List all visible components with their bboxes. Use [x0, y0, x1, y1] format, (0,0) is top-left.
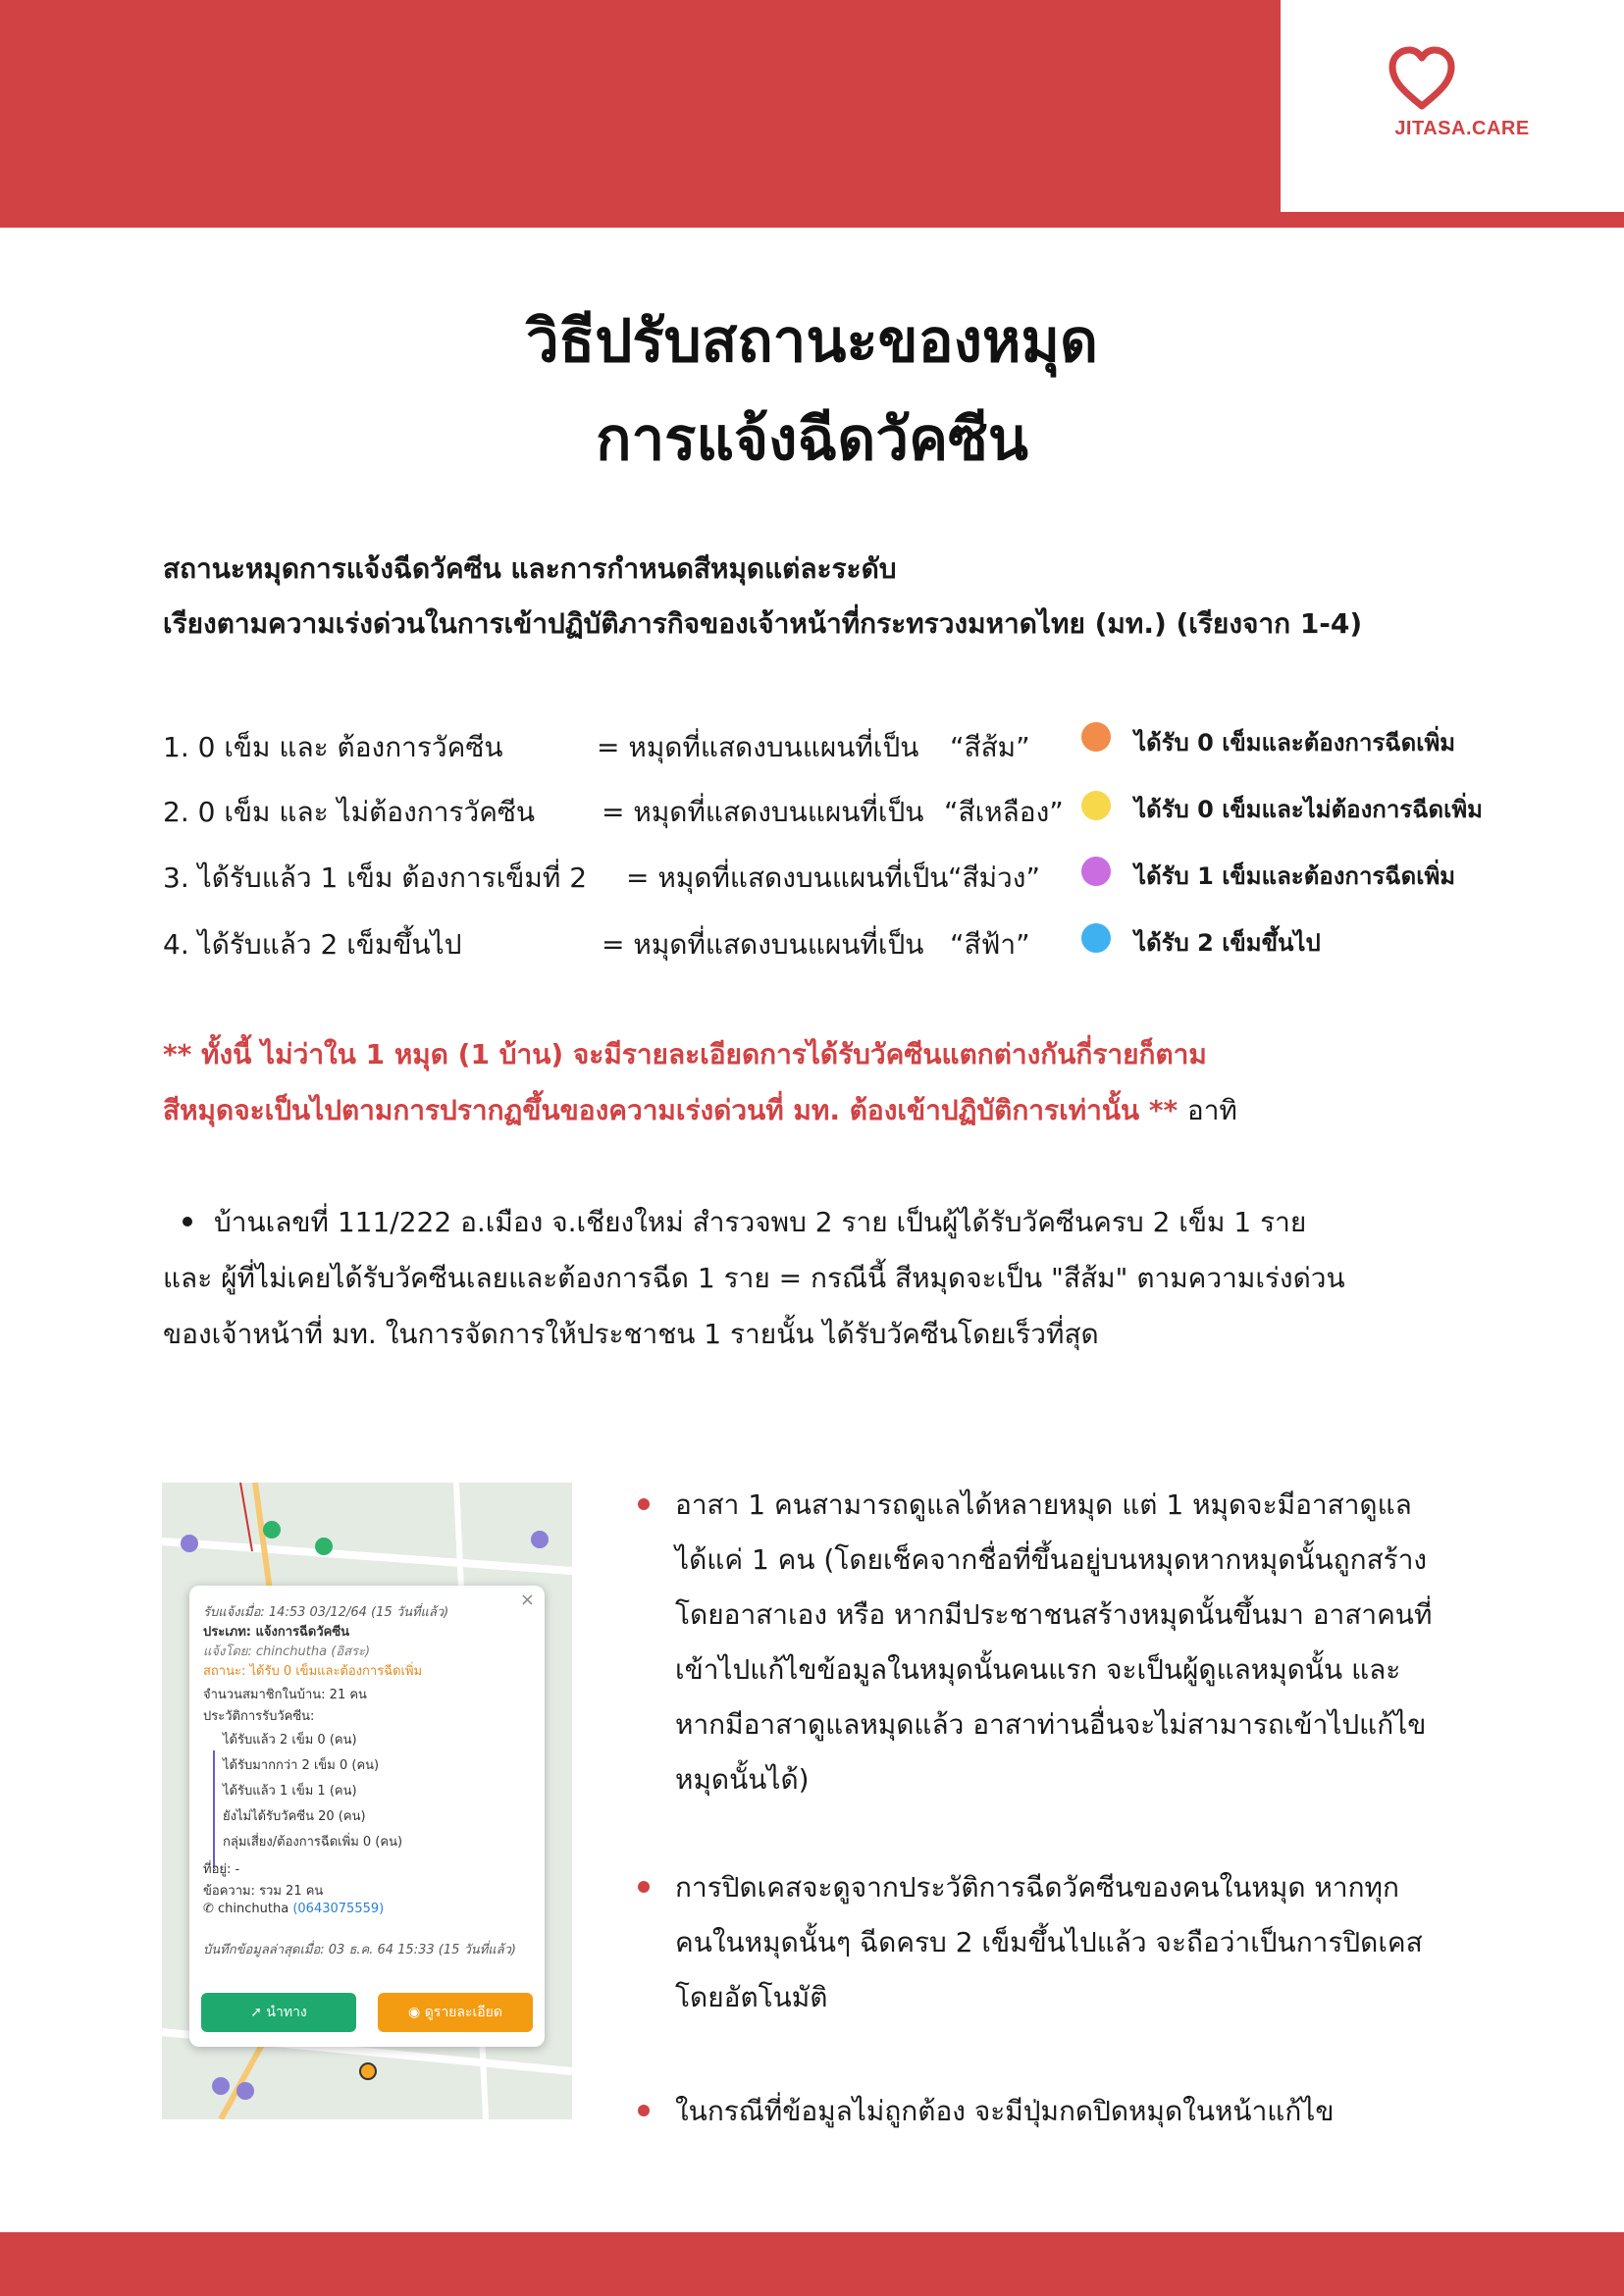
navigate-button-label: นำทาง: [266, 2005, 307, 2020]
status-color-name: “สีส้ม”: [950, 731, 1030, 763]
bullet2-line1: การปิดเคสจะดูจากประวัติการฉีดวัคซีนของคนในหมุด หากทุก: [675, 1871, 1399, 1904]
legend-yellow: ได้รับ 0 เข็มและไม่ต้องการฉีดเพิ่ม: [1134, 796, 1483, 823]
status-equals: = หมุดที่แสดงบนแผนที่เป็น: [597, 731, 919, 763]
popup-history-5: กลุ่มเสี่ยง/ต้องการฉีดเพิ่ม 0 (คน): [223, 1835, 403, 1850]
example-line3: ของเจ้าหน้าที่ มท. ในการจัดการให้ประชาชน 1 รายนั้น ได้รับวัคซีนโดยเร็วที่สุด: [163, 1318, 1099, 1350]
bullet1-line2: ได้แค่ 1 คน (โดยเช็คจากชื่อที่ขึ้นอยู่บนหมุดหากหมุดนั้นถูกสร้าง: [675, 1543, 1428, 1576]
eye-icon: ◉: [408, 2005, 425, 2020]
history-divider: [213, 1750, 215, 1868]
brand-name: JITASA.CARE: [1394, 118, 1530, 139]
popup-history-1: ได้รับแล้ว 2 เข็ม 0 (คน): [223, 1733, 357, 1748]
note-tail: อาทิ: [1186, 1094, 1237, 1126]
view-details-label: ดูรายละเอียด: [424, 2005, 502, 2020]
popup-phone[interactable]: (0643075559): [292, 1902, 385, 1916]
popup-type: ประเภท: แจ้งการฉีดวัคซีน: [203, 1625, 350, 1640]
bullet1-line1: อาสา 1 คนสามารถดูแลได้หลายหมุด แต่ 1 หมุดจะมีอาสาดูแล: [675, 1488, 1412, 1521]
status-color-name: “สีเหลือง”: [944, 796, 1064, 828]
bullet-icon: [638, 1881, 650, 1893]
popup-members: จำนวนสมาชิกในบ้าน: 21 คน: [203, 1688, 367, 1702]
bullet1-line6: หมุดนั้นได้): [675, 1763, 810, 1796]
legend-purple: ได้รับ 1 เข็มและต้องการฉีดเพิ่ม: [1134, 862, 1456, 890]
example-line2: และ ผู้ที่ไม่เคยได้รับวัคซีนเลยและต้องการฉีด 1 ราย = กรณีนี้ สีหมุดจะเป็น "สีส้ม" ตามความเร่งด่วน: [163, 1262, 1345, 1294]
status-label: 3. ได้รับแล้ว 1 เข็ม ต้องการเข็มที่ 2: [163, 861, 588, 894]
popup-history-3: ได้รับแล้ว 1 เข็ม 1 (คน): [223, 1784, 357, 1799]
pin-info-popup: [189, 1586, 545, 2047]
popup-reporter: แจ้งโดย: chinchutha (อิสระ): [203, 1644, 371, 1659]
view-details-button[interactable]: [378, 1993, 533, 2032]
bullet2-line2: คนในหมุดนั้นๆ ฉีดครบ 2 เข็มขึ้นไปแล้ว จะถือว่าเป็นการปิดเคส: [675, 1926, 1423, 1958]
bullet3-line1: ในกรณีที่ข้อมูลไม่ถูกต้อง จะมีปุ่มกดปิดหมุดในหน้าแก้ไข: [675, 2095, 1335, 2127]
popup-history-2: ได้รับมากกว่า 2 เข็ม 0 (คน): [223, 1758, 380, 1773]
popup-user: chinchutha: [218, 1902, 289, 1916]
popup-address: ที่อยู่: -: [203, 1862, 240, 1877]
blue-dot-icon: [1081, 923, 1111, 953]
status-label: 4. ได้รับแล้ว 2 เข็มขึ้นไป: [163, 928, 462, 961]
popup-history-4: ยังไม่ได้รับวัคซีน 20 (คน): [223, 1809, 366, 1824]
bullet1-line4: เข้าไปแก้ไขข้อมูลในหมุดนั้นคนแรก จะเป็นผู้ดูแลหมุดนั้น และ: [675, 1653, 1401, 1686]
header-banner: [0, 0, 1281, 228]
status-label: 1. 0 เข็ม และ ต้องการวัคซีน: [163, 731, 503, 763]
status-equals: = หมุดที่แสดงบนแผนที่เป็น: [626, 861, 949, 894]
popup-updated: บันทึกข้อมูลล่าสุดเมื่อ: 03 ธ.ค. 64 15:33 (15 วันที่แล้ว): [203, 1943, 516, 1957]
status-equals: = หมุดที่แสดงบนแผนที่เป็น: [602, 796, 924, 828]
bullet-icon: [638, 1498, 650, 1510]
bullet1-line5: หากมีอาสาดูแลหมุดแล้ว อาสาท่านอื่นจะไม่สามารถเข้าไปแก้ไข: [675, 1708, 1427, 1741]
note-line2: [163, 1089, 1237, 1132]
popup-received: รับแจ้งเมื่อ: 14:53 03/12/64 (15 วันที่แล้ว): [203, 1605, 449, 1620]
phone-icon: ✆: [203, 1902, 219, 1916]
footer-banner: [0, 2232, 1624, 2296]
bullet-icon: [183, 1217, 192, 1226]
legend-orange: ได้รับ 0 เข็มและต้องการฉีดเพิ่ม: [1134, 729, 1456, 757]
example-line1: [163, 1201, 1306, 1244]
popup-history-heading: ประวัติการรับวัคซีน:: [203, 1709, 315, 1724]
header-banner-strip: [1281, 212, 1624, 228]
heart-icon: [1387, 43, 1457, 114]
note-line2-text: สีหมุดจะเป็นไปตามการปรากฏขึ้นของความเร่งด่วนที่ มท. ต้องเข้าปฏิบัติการเท่านั้น **: [163, 1094, 1179, 1126]
map-screenshot: [162, 1483, 572, 2119]
page-title-line1: วิธีปรับสถานะของหมุด: [525, 307, 1098, 376]
bullet2-line3: โดยอัตโนมัติ: [675, 1981, 828, 2013]
popup-status: สถานะ: ได้รับ 0 เข็มและต้องการฉีดเพิ่ม: [203, 1664, 423, 1679]
subheading-line1: สถานะหมุดการแจ้งฉีดวัคซีน และการกำหนดสีหมุดแต่ละระดับ: [163, 552, 897, 585]
popup-user-row: [203, 1902, 384, 1916]
page-title-line2: การแจ้งฉีดวัคซีน: [596, 405, 1028, 474]
popup-message: ข้อความ: รวม 21 คน: [203, 1884, 324, 1899]
orange-dot-icon: [1081, 722, 1111, 752]
bullet-icon: [638, 2105, 650, 2116]
note-line1: ** ทั้งนี้ ไม่ว่าใน 1 หมุด (1 บ้าน) จะมีรายละเอียดการได้รับวัคซีนแตกต่างกันกี่รายก็ตาม: [163, 1038, 1207, 1070]
status-color-name: “สีม่วง”: [948, 861, 1040, 894]
status-color-name: “สีฟ้า”: [950, 928, 1030, 961]
bullet1-line3: โดยอาสาเอง หรือ หากมีประชาชนสร้างหมุดนั้นขึ้นมา อาสาคนที่: [675, 1598, 1433, 1631]
navigate-button[interactable]: [201, 1993, 356, 2032]
subheading-line2: เรียงตามความเร่งด่วนในการเข้าปฏิบัติภารกิจของเจ้าหน้าที่กระทรวงมหาดไทย (มท.) (เรียงจาก 1-4): [163, 607, 1363, 640]
route-icon: ➚: [250, 2005, 267, 2020]
status-equals: = หมุดที่แสดงบนแผนที่เป็น: [602, 928, 924, 961]
purple-dot-icon: [1081, 857, 1111, 886]
close-icon[interactable]: ×: [519, 1590, 535, 1610]
status-label: 2. 0 เข็ม และ ไม่ต้องการวัคซีน: [163, 796, 536, 828]
legend-blue: ได้รับ 2 เข็มขึ้นไป: [1134, 929, 1321, 957]
example-line1-text: บ้านเลขที่ 111/222 อ.เมือง จ.เชียงใหม่ สำรวจพบ 2 ราย เป็นผู้ได้รับวัคซีนครบ 2 เข็ม 1 ราย: [214, 1206, 1307, 1238]
yellow-dot-icon: [1081, 791, 1111, 820]
